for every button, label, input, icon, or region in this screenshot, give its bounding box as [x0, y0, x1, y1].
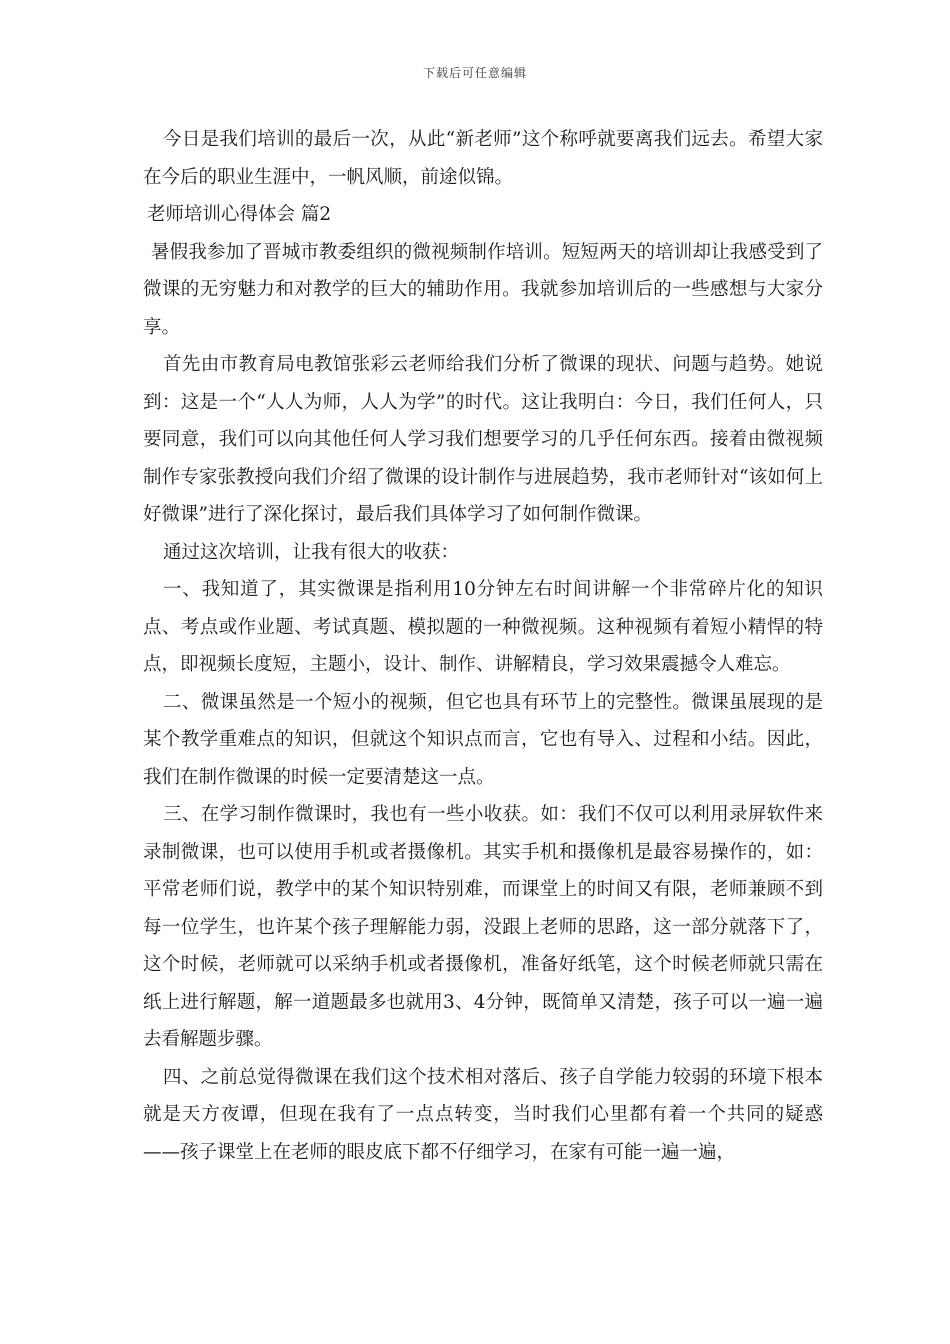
paragraph-intro: 暑假我参加了晋城市教委组织的微视频制作培训。短短两天的培训却让我感受到了微课的无穷魅力和对教学的巨大的辅助作用。我就参加培训后的一些感想与大家分享。 [143, 241, 823, 338]
paragraph-point-1: 一、我知道了，其实微课是指利用10分钟左右时间讲解一个非常碎片化的知识点、考点或作业题、考试真题、模拟题的一种微视频。这种视频有着短小精悍的特点，即视频长度短，主题小，设计、制作、讲解精良，学习效果震撼令人难忘。 [143, 579, 823, 675]
paragraph-gains-lead: 通过这次培训，让我有很大的收获： [163, 541, 460, 563]
paragraph-closing: 今日是我们培训的最后一次，从此“新老师”这个称呼就要离我们远去。希望大家在今后的职业生涯中，一帆风顺，前途似锦。 [143, 129, 823, 188]
section-heading: 老师培训心得体会 篇2 [147, 204, 332, 225]
header-note: 下载后可任意编辑 [422, 66, 527, 80]
paragraph-point-4: 四、之前总觉得微课在我们这个技术相对落后、孩子自学能力较弱的环境下根本就是天方夜谭，但现在我有了一点点转变，当时我们心里都有着一个共同的疑惑——孩子课堂上在老师的眼皮底下都不仔细学习，在家有可能一遍一遍， [143, 1066, 823, 1163]
paragraph-point-3: 三、在学习制作微课时，我也有一些小收获。如：我们不仅可以利用录屏软件来录制微课，也可以使用手机或者摄像机。其实手机和摄像机是最容易操作的，如：平常老师们说，教学中的某个知识特别难，而课堂上的时间又有限，老师兼顾不到每一位学生，也许某个孩子理解能力弱，没跟上老师的思路，这一部分就落下了，这个时候，老师就可以采纳手机或者摄像机，准备好纸笔，这个时候老师就只需在纸上进行解题，解一道题最多也就用3、4分钟，既简单又清楚，孩子可以一遍一遍去看解题步骤。 [143, 804, 823, 1050]
paragraph-overview: 首先由市教育局电教馆张彩云老师给我们分析了微课的现状、问题与趋势。她说到：这是一个“人人为师，人人为学”的时代。这让我明白：今日，我们任何人，只要同意，我们可以向其他任何人学习我们想要学习的几乎任何东西。接着由微视频制作专家张教授向我们介绍了微课的设计制作与进展趋势，我市老师针对“该如何上好微课”进行了深化探讨，最后我们具体学习了如何制作微课。 [143, 354, 823, 525]
paragraph-point-2: 二、微课虽然是一个短小的视频，但它也具有环节上的完整性。微课虽展现的是某个教学重难点的知识，但就这个知识点而言，它也有导入、过程和小结。因此，我们在制作微课的时候一定要清楚这一点。 [143, 691, 823, 788]
document-body [143, 121, 823, 1171]
